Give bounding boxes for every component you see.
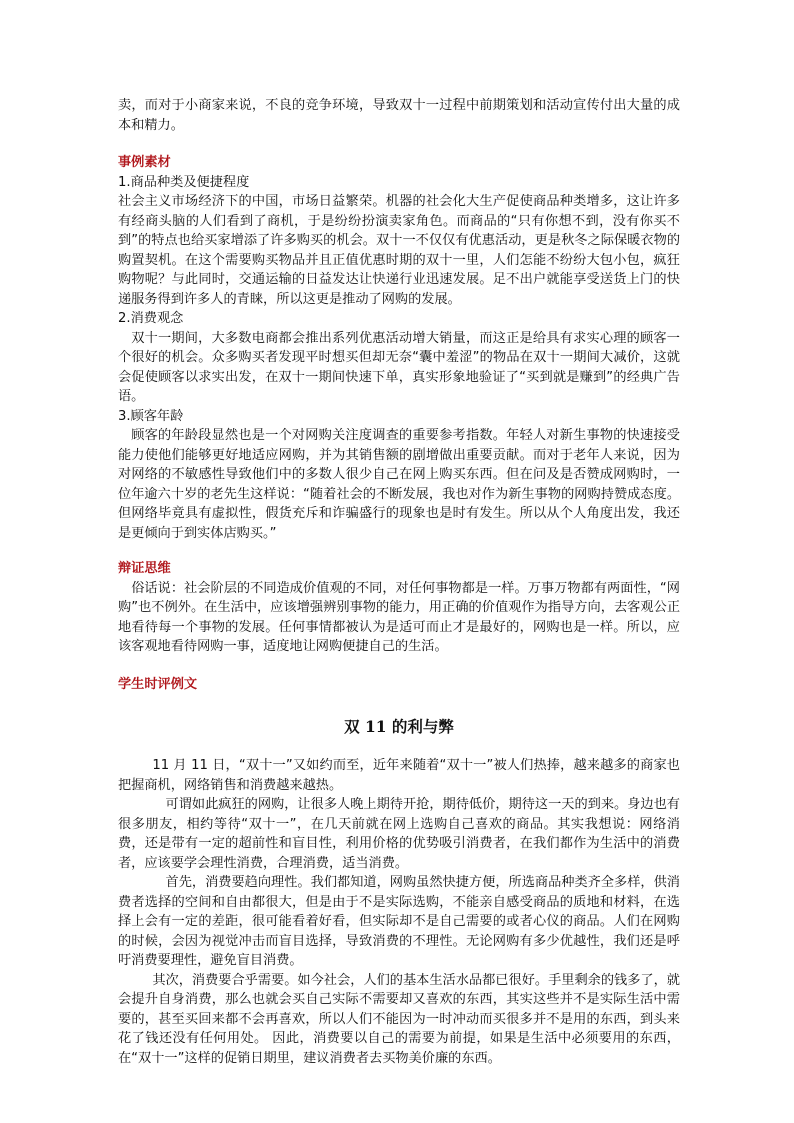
dialectic-body: 俗话说：社会阶层的不同造成价值观的不同，对任何事物都是一样。万事万物都有两面性，“网购”也不例外。在生活中，应该增强辨别事物的能力，用正确的价值观作为指导方向，去客观公正地看待每一个事物的发展。任何事情都被认为是适可而止才是最好的，网购也是一样。所以，应该客观地看待网购一事，适度地让网购便捷自己的生活。 — [118, 580, 681, 654]
essay-paragraph-3: 首先，消费要趋向理性。我们都知道，网购虽然快捷方便，所选商品种类齐全多样，供消费者选择的空间和自由都很大，但是由于不是实际选购，不能亲自感受商品的质地和材料，在选择上会有一定的差距，很可能看着好看，但实际却不是自己需要的或者心仪的商品。人们在网购的时候，会因为视觉冲击而盲目选择，导致消费的不理性。无论网购有多少优越性，我们还是呼吁消费要理性，避免盲目消费。 — [118, 875, 680, 968]
essay-paragraph-4: 其次，消费要合乎需要。如今社会，人们的基本生活水品都已很好。手里剩余的钱多了，就会提升自身消费，那么也就会买自己实际不需要却又喜欢的东西，其实这些并不是实际生活中需要的，甚至买回来都不会再喜欢，所以人们不能因为一时冲动而买很多并不是用的东西，到头来花了钱还没有任何用处。 因此，消费要以自己的需要为前提，如果是生活中必须要用的东西，在“双十一”这样的促销日期里，建议消费者去买物美价廉的东西。 — [118, 972, 680, 1066]
case-3-body: 顾客的年龄段显然也是一个对网购关注度调查的重要参考指数。年轻人对新生事物的快速接受能力使他们能够更好地适应网购，并为其销售额的剧增做出重要贡献。而对于老年人来说，因为对网络的不敏感性导致他们中的多数人很少自己在网上购买东西。但在问及是否赞成网购时，一位年逾六十岁的老先生这样说：“随着社会的不断发展，我也对作为新生事物的网购持赞成态度。但网络毕竟具有虚拟性，假货充斥和诈骗盛行的现象也是时有发生。所以从个人角度出发，我还是更倾向于到实体店购买。” — [118, 428, 680, 541]
case-1-body: 社会主义市场经济下的中国，市场日益繁荣。机器的社会化大生产促使商品种类增多，这让许多有经商头脑的人们看到了商机，于是纷纷扮演卖家角色。而商品的“只有你想不到，没有你买不到”的特点也给买家增添了许多购买的机会。双十一不仅仅有优惠活动，更是秋冬之际保暖衣物的购置契机。在这个需要购买物品并且正值优惠时期的双十一里，人们怎能不纷纷大包小包，疯狂购物呢？与此同时，交通运输的日益发达让快递行业迅速发展。足不出户就能享受送货上门的快递服务得到许多人的青睐，所以这更是推动了网购的发展。 — [118, 194, 681, 307]
dialectic-heading: 辩证思维 — [118, 561, 171, 576]
essay-heading: 学生时评例文 — [118, 676, 198, 692]
essay-paragraph-2: 可谓如此疯狂的网购，让很多人晚上期待开抢，期待低价，期待这一天的到来。身边也有很多朋友，相约等待“双十一”，在几天前就在网上选购自己喜欢的商品。其实我想说：网络消费，还是带有一定的超前性和盲目性，利用价格的优势吸引消费者，在我们都作为生活中的消费者，应该要学会理性消费，合理消费，适当消费。 — [118, 797, 680, 871]
essay-paragraph-1: 11 月 11 日，“双十一”又如约而至，近年来随着“双十一”被人们热捧，越来越多的商家也把握商机，网络销售和消费越来越热。 — [118, 758, 680, 793]
intro-paragraph: 卖，而对于小商家来说，不良的竞争环境，导致双十一过程中前期策划和活动宣传付出大量的成本和精力。 — [118, 98, 680, 133]
case-2-title: 2.消费观念 — [118, 311, 184, 326]
case-3-title: 3.顾客年龄 — [118, 408, 184, 424]
cases-heading: 事例素材 — [118, 155, 171, 170]
essay-title: 双 11 的利与弊 — [344, 717, 454, 736]
document-page — [118, 96, 680, 1068]
case-2-body: 双十一期间，大多数电商都会推出系列优惠活动增大销量，而这正是给具有求实心理的顾客一个很好的机会。众多购买者发现平时想买但却无奈“囊中羞涩”的物品在双十一期间大减价，这就会促使顾客以求实出发，在双十一期间快速下单，真实形象地验证了“买到就是赚到”的经典广告语。 — [118, 330, 680, 404]
case-1-title: 1.商品种类及便捷程度 — [118, 174, 250, 190]
